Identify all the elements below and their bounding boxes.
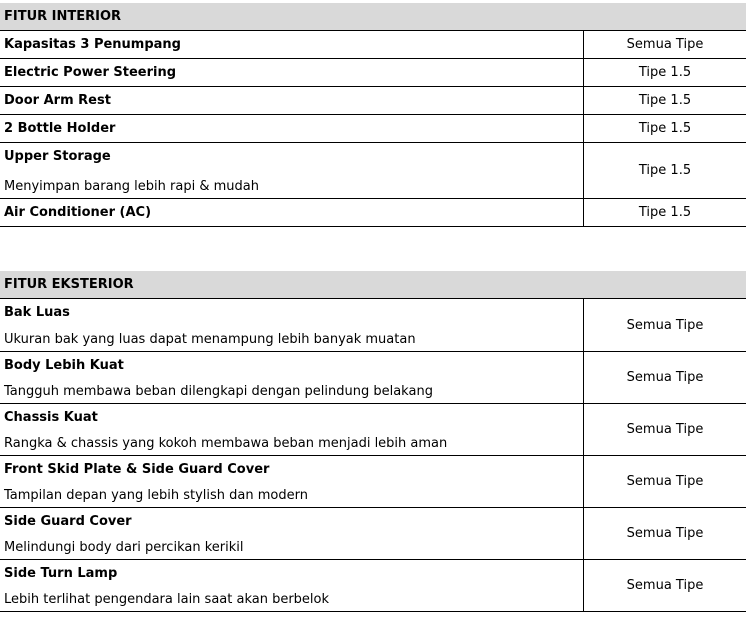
table-row bbox=[0, 59, 746, 87]
feature-type: Tipe 1.5 bbox=[638, 205, 692, 220]
feature-title: Bak Luas bbox=[4, 305, 70, 320]
feature-description: Menyimpan barang lebih rapi & mudah bbox=[4, 179, 259, 194]
feature-description: Rangka & chassis yang kokoh membawa beban menjadi lebih aman bbox=[4, 436, 448, 451]
table-row bbox=[0, 143, 746, 199]
feature-type: Tipe 1.5 bbox=[638, 93, 692, 108]
feature-type: Tipe 1.5 bbox=[638, 163, 692, 178]
feature-title: Chassis Kuat bbox=[4, 410, 98, 425]
interior-table bbox=[0, 3, 746, 227]
table-row bbox=[0, 115, 746, 143]
feature-type: Semua Tipe bbox=[626, 526, 704, 541]
feature-type: Semua Tipe bbox=[626, 317, 704, 333]
table-row bbox=[0, 87, 746, 115]
table-row bbox=[0, 560, 746, 612]
feature-title: Front Skid Plate & Side Guard Cover bbox=[4, 462, 270, 477]
feature-title: Upper Storage bbox=[4, 149, 111, 164]
feature-description: Lebih terlihat pengendara lain saat akan berbelok bbox=[4, 592, 330, 607]
feature-title: Door Arm Rest bbox=[4, 93, 111, 108]
table-row bbox=[0, 404, 746, 456]
feature-title: Kapasitas 3 Penumpang bbox=[4, 37, 181, 52]
feature-type: Semua Tipe bbox=[626, 37, 704, 52]
feature-type: Semua Tipe bbox=[626, 422, 704, 437]
feature-title: 2 Bottle Holder bbox=[4, 121, 116, 136]
table-row bbox=[0, 352, 746, 404]
feature-description: Ukuran bak yang luas dapat menampung lebih banyak muatan bbox=[4, 332, 416, 347]
feature-description: Melindungi body dari percikan kerikil bbox=[4, 540, 244, 555]
exterior-table bbox=[0, 271, 746, 612]
feature-type: Tipe 1.5 bbox=[638, 65, 692, 80]
feature-title: Side Guard Cover bbox=[4, 514, 132, 529]
feature-type: Semua Tipe bbox=[626, 578, 704, 593]
feature-type: Semua Tipe bbox=[626, 474, 704, 489]
table-row bbox=[0, 31, 746, 59]
feature-description: Tampilan depan yang lebih stylish dan modern bbox=[4, 488, 308, 503]
feature-type: Tipe 1.5 bbox=[638, 121, 692, 136]
table-row bbox=[0, 508, 746, 560]
table-row bbox=[0, 456, 746, 508]
exterior-header: FITUR EKSTERIOR bbox=[0, 271, 746, 299]
table-row bbox=[0, 299, 746, 352]
feature-description: Tangguh membawa beban dilengkapi dengan pelindung belakang bbox=[4, 384, 433, 399]
interior-header: FITUR INTERIOR bbox=[0, 3, 746, 31]
feature-title: Air Conditioner (AC) bbox=[4, 205, 152, 220]
table-row bbox=[0, 199, 746, 227]
feature-type: Semua Tipe bbox=[626, 370, 704, 385]
feature-title: Side Turn Lamp bbox=[4, 566, 118, 581]
feature-title: Body Lebih Kuat bbox=[4, 358, 124, 373]
feature-title: Electric Power Steering bbox=[4, 65, 177, 80]
